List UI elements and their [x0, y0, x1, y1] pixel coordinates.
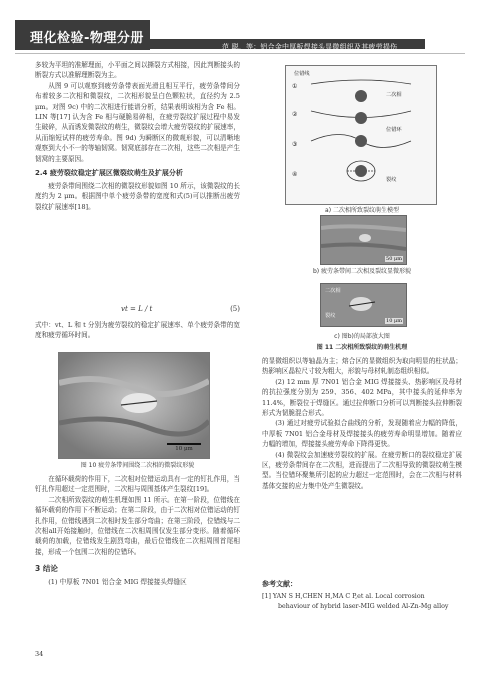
references-heading: 参考文献： — [262, 580, 297, 588]
page-number: 34 — [35, 650, 44, 658]
paragraph: 多较为平坦的准解理面，小平面之间以撕裂方式相接，因此判断接头的断裂方式以准解理断裂为主。 — [35, 61, 240, 80]
svg-text:④: ④ — [292, 171, 298, 178]
scale-label: 10 μm — [175, 446, 193, 452]
paragraph: (1) 中厚板 7N01 铝合金 MIG 焊接接头焊缝区 — [48, 578, 187, 587]
svg-text:①: ① — [292, 83, 298, 90]
figure-11-caption: 图 11 二次相所致裂纹的萌生机理 — [316, 344, 408, 351]
label-dislocation-line: 位错线 — [294, 71, 310, 77]
paragraph: 在循环载荷的作用下，二次相对位错运动具有一定的钉扎作用，当钉扎作用超过一定范围时，二次相与周围基体产生裂纹[19]。 — [35, 475, 240, 494]
scale-label: 10 μm — [386, 318, 402, 324]
section-heading: 2.4 疲劳裂纹稳定扩展区微裂纹萌生及扩展分析 — [35, 169, 183, 178]
paragraph: 式中：vt、L 和 t 分别为疲劳裂纹的稳定扩展速率、单个疲劳条带的宽度和疲劳循环时间。 — [35, 321, 240, 340]
paragraph: (4) 微裂纹会加速疲劳裂纹的扩展。在疲劳断口的裂纹稳定扩展区，疲劳条带间存在二次相，进而提出了二次相导致的微裂纹萌生模型。当位错环聚集所引起的应力超过一定范围时，会在二次相与材料基体交接的应力集中处产生微裂纹。 — [262, 450, 462, 490]
figure-11a-caption: a) 二次相所致裂纹萌生模型 — [325, 207, 399, 214]
paragraph: 二次相所致裂纹的萌生机理如图 11 所示。在第一阶段，位错线在循环载荷的作用下不断运动；在第二阶段，由于二次相对位错运动的钉扎作用，位错线遇到二次相时发生部分弯曲；在第三阶段，位错线与二次相all开始接触时，位错线在二次相周围仅发生部分变形。随着循环载荷的加载，位错线发生剧烈弯曲，最后位错线在二次相周围首尾相接，形成一个包围二次相的位错环。 — [35, 495, 240, 556]
reference-item-cont: behaviour of hybrid laser-MIG welded Al-Zn-Mg alloy — [278, 603, 449, 610]
paragraph: (2) 12 mm 厚 7N01 铝合金 MIG 焊接接头、热影响区及母材的抗拉强度分别为 259、356、402 MPa，其中接头的延伸率为 11.4%，断裂位于焊缝区。通过拉伸断口分析可以判断接头拉伸断裂形式为韧脆混合形式。 — [262, 377, 462, 418]
svg-text:②: ② — [292, 111, 298, 118]
svg-text:③: ③ — [292, 141, 298, 148]
paragraph: 疲劳条带间围绕二次相的微裂纹形貌如图 10 所示，该微裂纹的长度约为 2 μm。根据图中单个疲劳条带的宽度和式(5)可以推断出疲劳裂纹扩展速率[18]。 — [35, 182, 240, 211]
left-column — [35, 60, 240, 212]
figure-10-caption: 图 10 疲劳条带间围绕二次相的微裂纹形貌 — [80, 462, 195, 469]
equation-number: (5) — [230, 305, 240, 313]
dislocation-model-diagram — [286, 66, 436, 204]
figure-11b-caption: b) 疲劳条带间二次相及裂纹显微形貌 — [312, 268, 412, 275]
label-crack: 裂纹 — [325, 313, 336, 319]
left-column-lower — [35, 474, 240, 588]
label-dislocation-loop: 位错环 — [386, 127, 402, 133]
paragraph: 从图 9 可以观察到疲劳条带表面光滑且相互平行，疲劳条带间分布着较多二次相和微裂纹，二次相形貌呈白色颗粒状，直径约为 2.5 μm。对图 9c) 中的二次相进行能谱分析，结果表明该相为含 Fe 相。LIN 等[17] 认为含 Fe 相与硬脆易碎相，在疲劳裂纹扩展过程中易发生破碎，从而诱发微裂纹的萌生，微裂纹会增大疲劳裂纹的扩展速率，从而缩短试样的疲劳寿命。图 9d) 为瞬断区的微观形貌，可以清晰地观察到大小不一的等轴韧窝。韧窝底部存在二次相，这些二次相是产生韧窝的主要原因。 — [35, 81, 240, 163]
figure-11a-schematic — [285, 65, 437, 205]
scale-bar — [167, 443, 201, 452]
right-column — [262, 356, 462, 491]
label-second-phase: 二次相 — [386, 92, 402, 98]
paragraph: (3) 通过对疲劳试验拟合曲线的分析，发现随着应力幅的降低，中厚板 7N01 铝合金母材及焊接接头的疲劳寿命明显增加。随着应力幅的增加，焊接接头疲劳寿命下降得更快。 — [262, 419, 462, 449]
scale-label: 50 μm — [386, 256, 402, 262]
label-second-phase: 二次相 — [325, 288, 341, 294]
header-rule — [15, 53, 465, 54]
reference-item: [1] YAN S H,CHEN H,MA C P,et al. Local corrosion — [262, 593, 425, 600]
figure-11b-image — [320, 215, 407, 265]
references — [262, 575, 462, 612]
journal-logo: 理化检验-物理分册 — [30, 31, 144, 46]
paragraph: 的显微组织以等轴晶为主；熔合区的显微组织为取向明显的柱状晶；热影响区晶粒尺寸较为粗大，形貌与母材轧制态组织相似。 — [262, 357, 462, 376]
figure-11c-caption: c) 图b)的局部放大图 — [334, 333, 390, 340]
section-heading: 3 结论 — [35, 564, 58, 574]
figure-11c-image — [320, 283, 407, 327]
figure-10-image — [58, 352, 210, 459]
running-title: 范 聪，等：铝合金中厚板焊接头显微组织及其疲劳损伤 — [222, 43, 398, 51]
left-column-cont — [35, 320, 240, 341]
equation-body: vt = L / t — [121, 305, 153, 313]
label-crack: 裂纹 — [386, 177, 397, 183]
equation-5 — [35, 305, 240, 319]
